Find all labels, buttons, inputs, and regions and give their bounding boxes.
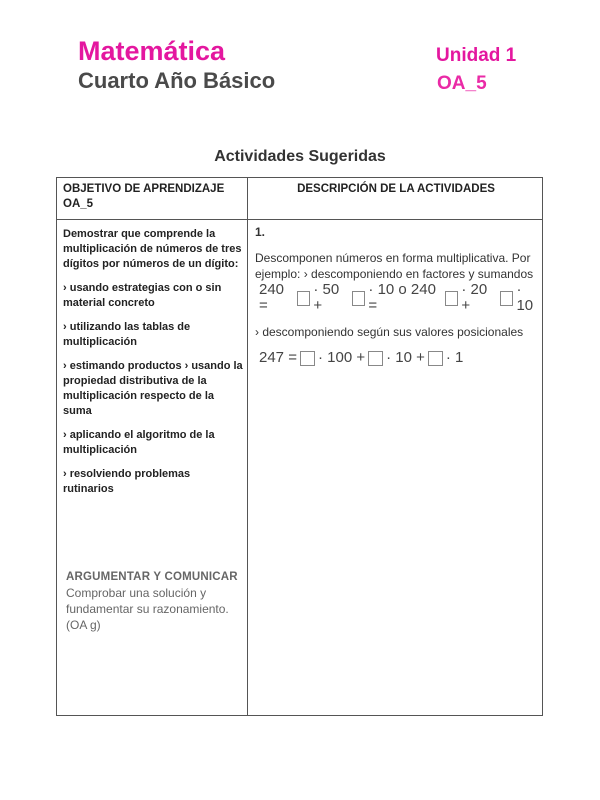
section-heading: Actividades Sugeridas [214, 148, 386, 165]
objective-item: › utilizando las tablas de multiplicación [63, 321, 191, 348]
header-divider [57, 219, 542, 220]
equation-term: · 10 [516, 281, 534, 314]
skill-text: Comprobar una solución y fundamentar su razonamiento. [66, 586, 229, 616]
col-header-description: DESCRIPCIÓN DE LA ACTIVIDADES [297, 183, 495, 195]
activity-text-2: › descomponiendo según sus valores posicionales [255, 325, 524, 339]
equation-term: · 10 o 240 = [368, 281, 436, 314]
blank-box [500, 291, 514, 306]
activity-description [255, 224, 540, 366]
equation-2 [259, 350, 540, 366]
objective-item: › estimando productos › usando la propiedad distributiva de la multiplicación respecto de la suma [63, 360, 243, 417]
equation-term: 247 = [259, 349, 297, 366]
oa-label: OA_5 [437, 73, 487, 94]
equation-term: 240 = [259, 281, 285, 314]
equation-term: · 1 [445, 349, 464, 366]
objectives-list [63, 227, 243, 506]
blank-box [297, 291, 311, 306]
equation-term: · 100 + [317, 349, 366, 366]
skill-code: (OA g) [66, 618, 101, 632]
skill-box [66, 568, 246, 633]
grade-subtitle: Cuarto Año Básico [78, 68, 276, 93]
activity-number: 1. [255, 225, 266, 239]
equation-term: · 20 + [461, 281, 488, 314]
subject-title: Matemática [78, 36, 226, 66]
activity-text: Descomponen números en forma multiplicativa. Por ejemplo: › descomponiendo en factores y sumandos [255, 251, 534, 281]
blank-box [428, 351, 443, 366]
objective-item: › usando estrategias con o sin material concreto [63, 282, 222, 309]
blank-box [445, 291, 459, 306]
objective-item: › resolviendo problemas rutinarios [63, 468, 191, 495]
col-header-objective: OBJETIVO DE APRENDIZAJE OA_5 [63, 183, 225, 210]
skill-title: ARGUMENTAR Y COMUNICAR [66, 571, 238, 583]
activities-table [56, 177, 543, 716]
unit-label: Unidad 1 [436, 45, 517, 66]
objective-item: › aplicando el algoritmo de la multiplicación [63, 429, 215, 456]
equation-term: · 50 + [313, 281, 340, 314]
objective-item: Demostrar que comprende la multiplicación de números de tres dígitos por números de un dígito: [63, 228, 242, 270]
equation-1 [259, 282, 540, 314]
blank-box [368, 351, 383, 366]
equation-term: · 10 + [386, 349, 425, 366]
column-divider [247, 178, 248, 715]
blank-box [300, 351, 315, 366]
blank-box [352, 291, 366, 306]
